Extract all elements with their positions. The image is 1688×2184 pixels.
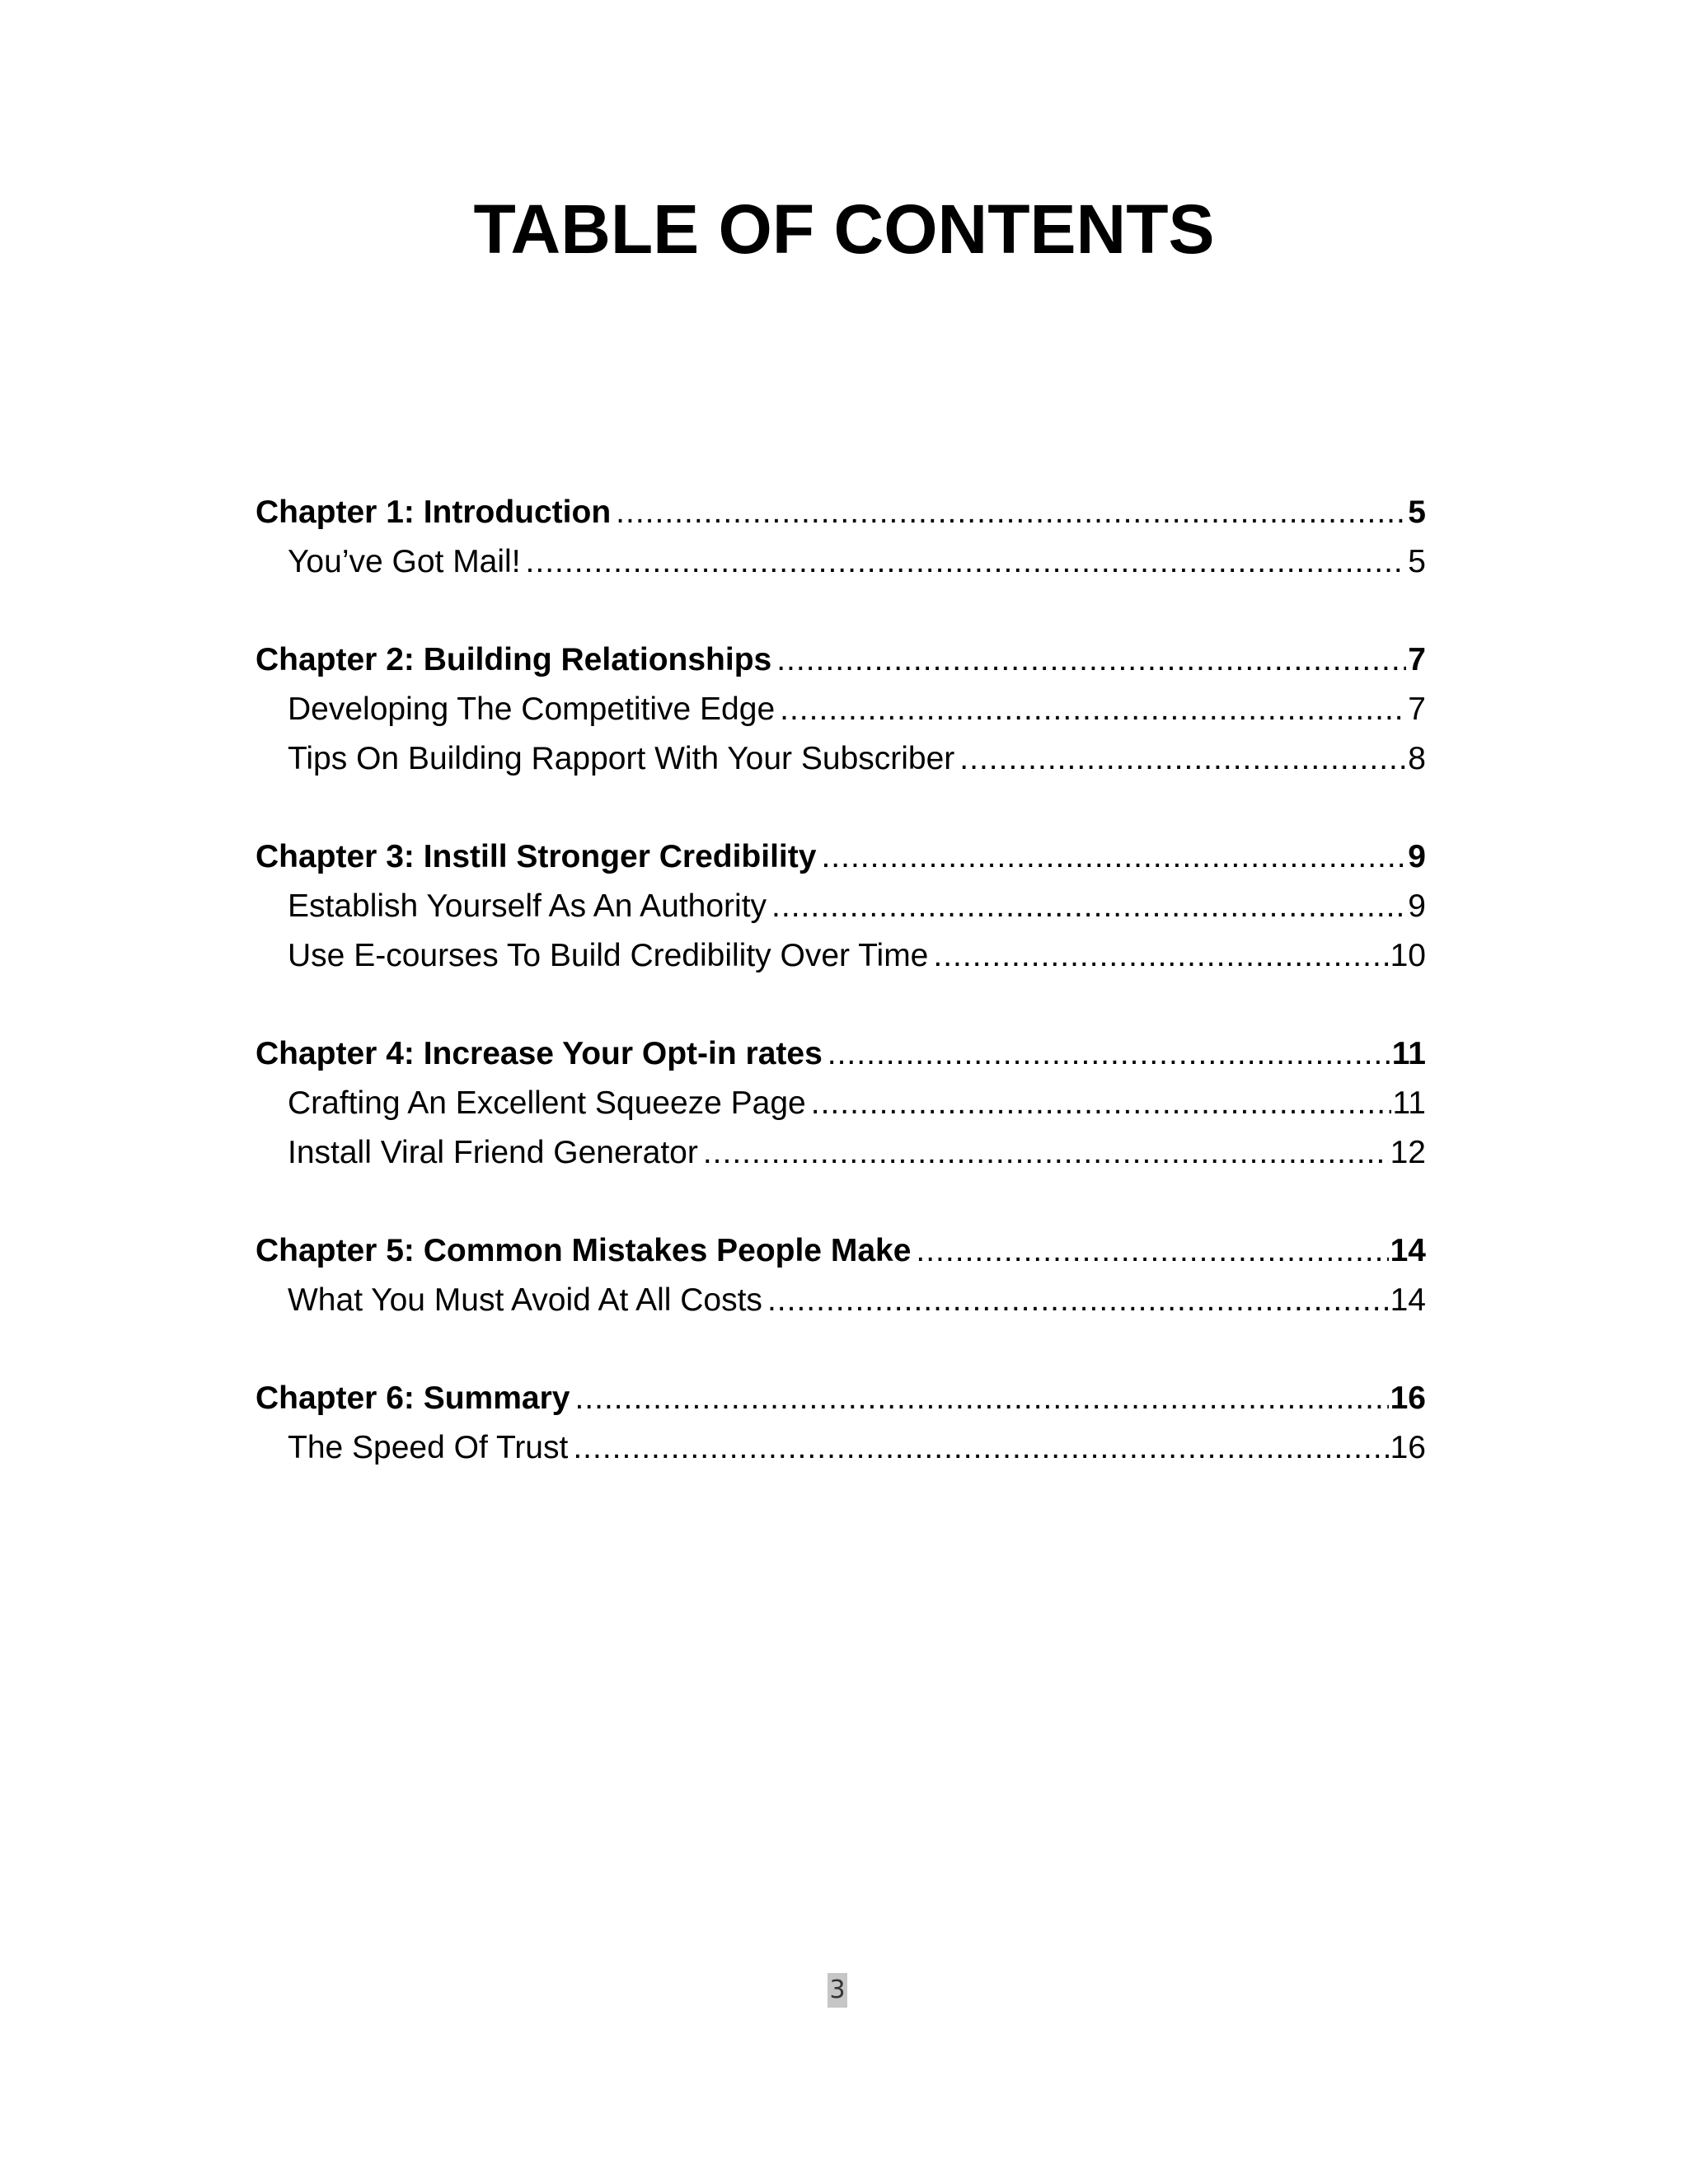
dot-leader (828, 1029, 1390, 1079)
toc-entry-section[interactable] (256, 1128, 1426, 1178)
toc-entry-label: Chapter 6: Summary (256, 1380, 570, 1416)
toc-entry-section[interactable] (256, 931, 1426, 981)
toc-entry-chapter[interactable] (256, 1374, 1426, 1423)
toc-entry-chapter[interactable] (256, 1226, 1426, 1276)
dot-leader (573, 1423, 1388, 1473)
dot-leader (811, 1079, 1391, 1128)
toc-entry-label: Install Viral Friend Generator (288, 1135, 698, 1170)
toc-entry-page: 9 (1408, 839, 1426, 874)
toc-entry-chapter[interactable] (256, 832, 1426, 882)
dot-leader (821, 832, 1406, 882)
toc-entry-section[interactable] (256, 882, 1426, 931)
toc-entry-label: The Speed Of Trust (288, 1430, 569, 1465)
dot-leader (776, 635, 1406, 685)
toc-entry-label: Chapter 1: Introduction (256, 494, 612, 530)
toc-entry-page: 5 (1408, 544, 1426, 579)
toc-entry-page: 16 (1390, 1430, 1426, 1465)
toc-chapter-3 (256, 832, 1426, 981)
toc-entry-label: Use E-courses To Build Credibility Over Time (288, 938, 929, 973)
dot-leader (780, 685, 1406, 734)
dot-leader (933, 931, 1388, 981)
toc-entry-page: 5 (1408, 494, 1426, 530)
table-of-contents (256, 488, 1426, 1521)
toc-entry-page: 9 (1408, 888, 1426, 924)
toc-entry-page: 7 (1408, 691, 1426, 727)
toc-entry-label: Chapter 5: Common Mistakes People Make (256, 1233, 912, 1268)
toc-entry-page: 12 (1390, 1135, 1426, 1170)
toc-chapter-4 (256, 1029, 1426, 1178)
dot-leader (767, 1276, 1389, 1325)
toc-entry-label: Chapter 3: Instill Stronger Credibility (256, 839, 817, 874)
dot-leader (616, 488, 1406, 537)
toc-entry-page: 16 (1390, 1380, 1426, 1416)
toc-entry-page: 10 (1390, 938, 1426, 973)
toc-entry-section[interactable] (256, 685, 1426, 734)
toc-entry-page: 8 (1408, 741, 1426, 776)
toc-entry-label: Tips On Building Rapport With Your Subscriber (288, 741, 955, 776)
toc-entry-chapter[interactable] (256, 488, 1426, 537)
toc-entry-page: 11 (1391, 1036, 1426, 1071)
toc-entry-label: Chapter 4: Increase Your Opt-in rates (256, 1036, 823, 1071)
toc-chapter-5 (256, 1226, 1426, 1325)
dot-leader (916, 1226, 1388, 1276)
dot-leader (574, 1374, 1388, 1423)
toc-entry-label: Crafting An Excellent Squeeze Page (288, 1085, 806, 1121)
toc-entry-section[interactable] (256, 1423, 1426, 1473)
toc-entry-label: Establish Yourself As An Authority (288, 888, 767, 924)
toc-entry-section[interactable] (256, 1079, 1426, 1128)
toc-entry-chapter[interactable] (256, 635, 1426, 685)
toc-entry-page: 11 (1392, 1085, 1426, 1121)
toc-chapter-1 (256, 488, 1426, 587)
toc-chapter-2 (256, 635, 1426, 784)
toc-entry-label: Chapter 2: Building Relationships (256, 642, 772, 677)
dot-leader (959, 734, 1406, 784)
toc-entry-section[interactable] (256, 537, 1426, 587)
toc-entry-label: Developing The Competitive Edge (288, 691, 776, 727)
toc-chapter-6 (256, 1374, 1426, 1473)
toc-entry-section[interactable] (256, 1276, 1426, 1325)
toc-entry-label: You’ve Got Mail! (288, 544, 521, 579)
toc-entry-section[interactable] (256, 734, 1426, 784)
dot-leader (771, 882, 1406, 931)
toc-entry-chapter[interactable] (256, 1029, 1426, 1079)
toc-entry-page: 7 (1408, 642, 1426, 677)
toc-entry-label: What You Must Avoid At All Costs (288, 1282, 762, 1318)
toc-entry-page: 14 (1390, 1282, 1426, 1318)
page-number: 3 (828, 1973, 847, 2008)
page-title: TABLE OF CONTENTS (473, 190, 1215, 268)
dot-leader (703, 1128, 1389, 1178)
dot-leader (526, 537, 1407, 587)
toc-entry-page: 14 (1390, 1233, 1426, 1268)
